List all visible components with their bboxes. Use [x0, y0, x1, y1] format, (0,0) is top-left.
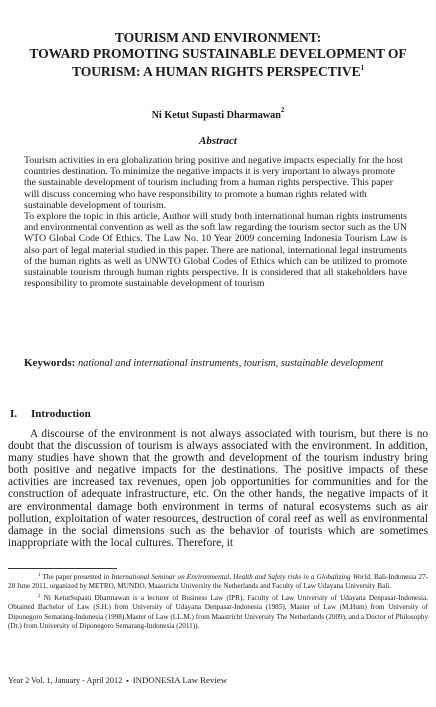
author-line	[10, 106, 426, 121]
keywords-label: Keywords:	[24, 357, 76, 369]
footnote-2	[8, 592, 428, 632]
footnote-1-text-end: , Bali-Indonesia 27-28 June 2011, organized by METRO, MUNDO, Maastricht University the Netherlands and Faculty of Law Udayana University Bali.	[8, 573, 429, 591]
page-footer	[8, 675, 428, 685]
footnote-1-text-start: The paper presented in	[42, 573, 112, 581]
abstract-paragraph-2: To explore the topic in this article, Author will study both international human rights instruments and environmental convention as well as the soft law regarding the tourism sector such as the UN WTO Global Code Of Ethics. The Law No. 10 Year 2009 concerning Indonesia Tourism Law is also part of legal material studied in this paper. There are national, international legal instruments of the human rights as well as UNWTO Global Codes of Ethics which can be utilized to promote sustainable tourism through human rights perspective. It is considered that all stakeholders have responsibility to promote sustainable development of tourism	[24, 211, 407, 290]
footnotes	[8, 571, 428, 631]
footnote-divider	[8, 568, 117, 569]
keywords	[24, 357, 410, 371]
abstract-heading: Abstract	[199, 135, 237, 147]
section-number: I.	[10, 408, 18, 420]
author-name: Ni Ketut Supasti Dharmawan	[151, 110, 281, 121]
section-title: Introduction	[31, 408, 91, 420]
author-footnote-mark: 2	[280, 106, 285, 114]
footnote-2-mark: 2	[38, 593, 41, 599]
footnote-2-text: Ni KetutSupasti Dharmawan is a lecturer of Business Law (IPR), Faculty of Law University of Udayana Denpasar-Indonesia. Obtained Bachelor of Law (S.H.) from University of Udayana Denpasar-Indonesia (1985), Master of Law (M.Hum) from University of Diponegoro Semarang-Indonesia (1998),Master of Law (LL.M.) from Maastricht University The Netherlands (2009), and a Doctor of Philosophy (Dr.) from University of Diponegoro Semarang-Indonesia (2011)).	[8, 593, 428, 631]
title-footnote-mark: 1	[360, 64, 364, 72]
abstract-paragraph-1: Tourism activities in era globalization bring positive and negative impacts especially for the host countries destination. To minimize the negative impacts it is very important to always promote the sustainable development of tourism including from a human rights perspective. This paper will discuss concerning who have responsibility to promote a human rights related with sustainable development of tourism.	[24, 155, 403, 211]
title-line-2: TOWARD PROMOTING SUSTAINABLE DEVELOPMENT OF	[29, 45, 407, 61]
footer-journal-name: INDONESIA Law Review	[132, 675, 228, 685]
footnote-1-seminar-title: International Seminar on Environmental, Health and Safety risks in a Globalizing World	[111, 573, 371, 581]
section-heading	[10, 408, 426, 420]
footnote-1-mark: 1	[38, 573, 41, 578]
footer-issue: Year 2 Vol. 1, January - April 2012	[8, 676, 123, 685]
footer-separator: ▪	[126, 677, 129, 685]
intro-paragraph: A discourse of the environment is not always associated with tourism, but there is no doubt that the discussion of tourism is always associated with the environment. In addition, many studies have shown that the growth and development of the tourism industry bring both positive and negative impacts for the destinations. The positive impacts of these activities are increased tax revenues, open job opportunities for communities and for the construction of adequate infrastructure, etc. On the other hands, the negative impacts of it are environmental damage both environment in terms of natural ecosystems such as air pollution, exploitation of water resources, destruction of coral reef as well as environmental damage in the social dimensions such as the behavior of tourists which are sometimes inappropriate with the local cultures. Therefore, it	[8, 428, 428, 549]
footnote-1	[8, 571, 428, 592]
abstract-body	[24, 155, 407, 289]
title-line-1: TOURISM AND ENVIRONMENT:	[114, 30, 322, 45]
paper-title	[10, 30, 426, 80]
keywords-text: national and international instruments, tourism, sustainable development	[77, 358, 384, 369]
title-line-3: TOURISM: A HUMAN RIGHTS PERSPECTIVE	[72, 64, 361, 79]
